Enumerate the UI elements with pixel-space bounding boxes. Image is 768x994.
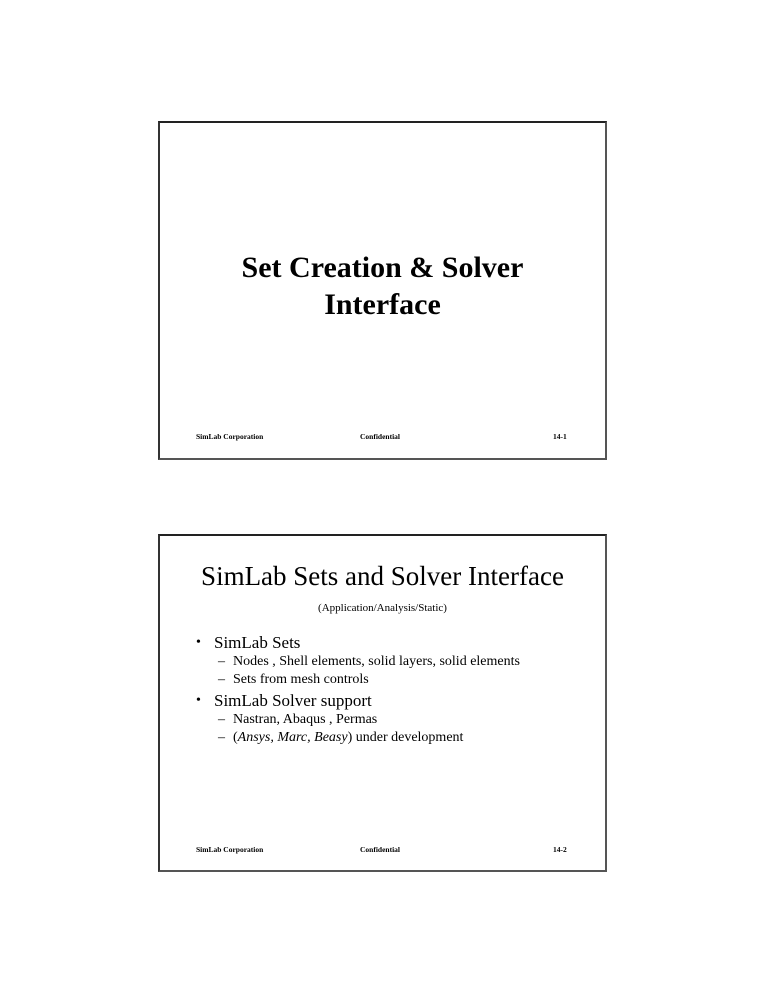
footer-page-number: 14-2 [553, 845, 567, 854]
bullet-icon: • [196, 635, 201, 650]
dash-icon: – [218, 730, 225, 745]
sub-bullet-item [214, 653, 595, 671]
bullet-item [196, 690, 595, 747]
sub-bullet-text: Sets from mesh controls [233, 672, 369, 687]
sub-bullet-text [233, 730, 463, 745]
footer-company: SimLab Corporation [196, 432, 264, 441]
footer-company: SimLab Corporation [196, 845, 264, 854]
footer-confidential: Confidential [360, 845, 401, 854]
slide-1 [158, 121, 607, 460]
sub-bullet-item [214, 671, 595, 689]
slide-title-line-2: Interface [324, 288, 441, 321]
sub-bullet-item [214, 729, 595, 747]
slide-title [160, 249, 605, 323]
footer-page-number: 14-1 [553, 432, 567, 441]
solvers-under-development: Ansys, Marc, Beasy [237, 730, 348, 745]
dash-icon: – [218, 672, 225, 687]
sub-bullet-text: Nodes , Shell elements, solid layers, solid elements [233, 654, 520, 669]
bullet-list [196, 632, 595, 748]
dash-icon: – [218, 654, 225, 669]
bullet-item [196, 632, 595, 689]
slide-subtitle: (Application/Analysis/Static) [318, 602, 447, 614]
paren-open: ( [233, 730, 238, 745]
sub-bullet-item [214, 711, 595, 729]
bullet-label: SimLab Sets [214, 633, 301, 652]
sub-bullet-list [214, 653, 595, 689]
footer-confidential: Confidential [360, 432, 401, 441]
sub-bullet-list [214, 711, 595, 747]
slide-title-line-1: Set Creation & Solver [241, 251, 524, 284]
slide-2 [158, 534, 607, 872]
under-development-text: ) under development [347, 730, 464, 745]
slide-title: SimLab Sets and Solver Interface [201, 561, 564, 591]
sub-bullet-text: Nastran, Abaqus , Permas [233, 712, 378, 727]
bullet-label: SimLab Solver support [214, 691, 372, 710]
bullet-icon: • [196, 693, 201, 708]
dash-icon: – [218, 712, 225, 727]
